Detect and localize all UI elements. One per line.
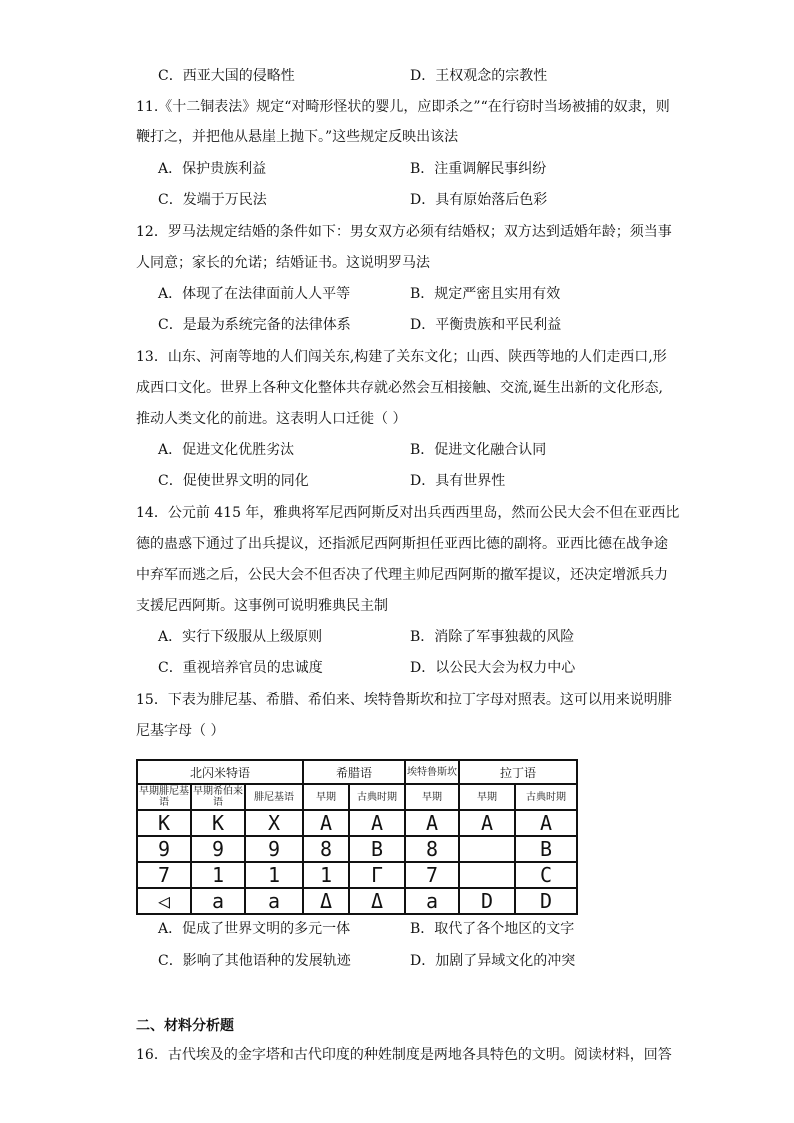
letter-cell: 9 [137,836,191,862]
letter-cell: 9 [245,836,303,862]
q15-option-a: A．促成了世界文明的多元一体 [158,921,351,937]
q14-option-c: C．重视培养官员的忠诚度 [158,660,323,676]
q13-option-a: A．促进文化优胜劣汰 [158,442,295,458]
letter-cell: B [515,836,577,862]
letter-cell: K [191,810,245,836]
q13-stem-line1: 13．山东、河南等地的人们闯关东,构建了关东文化；山西、陕西等地的人们走西口,形 [136,349,667,365]
subheader-cell: 腓尼基语 [245,784,303,810]
letter-cell: Δ [303,888,349,914]
q11-option-a: A．保护贵族利益 [158,161,267,177]
letter-cell: A [303,810,349,836]
q14-option-b: B．消除了军事独裁的风险 [410,629,575,645]
q12-option-b: B．规定严密且实用有效 [410,286,561,302]
subheader-cell: 古典时期 [515,784,577,810]
letter-cell: a [405,888,459,914]
letter-cell: A [405,810,459,836]
letter-cell: D [459,888,515,914]
group-header-latin: 拉丁语 [459,760,577,784]
letter-cell: Δ [349,888,405,914]
letter-cell: a [245,888,303,914]
subheader-cell: 早期希伯来语 [193,786,243,808]
q15-stem-line1: 15．下表为腓尼基、希腊、希伯来、埃特鲁斯坎和拉丁字母对照表。这可以用来说明腓 [136,692,672,708]
q13-option-b: B．促进文化融合认同 [410,442,547,458]
letter-cell: 7 [405,862,459,888]
q13-stem-line3: 推动人类文化的前进。这表明人口迁徙（ ） [136,411,407,427]
subheader-cell: 早期 [303,784,349,810]
q14-stem-line4: 支援尼西阿斯。这事例可说明雅典民主制 [136,598,388,614]
q11-option-b: B．注重调解民事纠纷 [410,161,547,177]
letter-cell: A [515,810,577,836]
letter-cell: C [515,862,577,888]
q11-option-d: D．具有原始落后色彩 [410,192,548,208]
q16-stem-line1: 16．古代埃及的金字塔和古代印度的种姓制度是两地各具特色的文明。阅读材料，回答 [136,1047,672,1063]
q13-option-d: D．具有世界性 [410,473,506,489]
q11-stem-line1: 11.《十二铜表法》规定“对畸形怪状的婴儿，应即杀之”“在行窃时当场被捕的奴隶，则 [136,99,670,115]
letter-cell: A [459,810,515,836]
q15-stem-line2: 尼基字母（ ） [136,723,225,739]
letter-cell: D [515,888,577,914]
letter-cell: 7 [137,862,191,888]
letter-cell: 1 [191,862,245,888]
q14-stem-line2: 德的蛊惑下通过了出兵提议，还指派尼西阿斯担任亚西比德的副将。亚西比德在战争途 [136,536,668,552]
q14-option-a: A．实行下级服从上级原则 [158,629,323,645]
subheader-cell: 早期 [459,784,515,810]
letter-cell: 1 [303,862,349,888]
letter-cell: a [191,888,245,914]
q13-option-c: C．促使世界文明的同化 [158,473,309,489]
subheader-cell: 早期腓尼基语 [139,786,189,808]
letter-cell: B [349,836,405,862]
table-row [137,862,577,888]
q11-stem-line2: 鞭打之，并把他从悬崖上抛下。”这些规定反映出该法 [136,129,459,145]
q15-option-b: B．取代了各个地区的文字 [410,921,575,937]
letter-cell: 1 [245,862,303,888]
letter-cell: X [245,810,303,836]
q14-option-d: D．以公民大会为权力中心 [410,660,576,676]
q12-option-a: A．体现了在法律面前人人平等 [158,286,351,302]
table-row [137,888,577,914]
section-title: 二、材料分析题 [136,1018,234,1034]
q13-stem-line2: 成西口文化。世界上各种文化整体共存就必然会互相接触、交流,诞生出新的文化形态, [136,380,663,396]
letter-cell: 9 [191,836,245,862]
letter-cell: ◁ [137,888,191,914]
subheader-cell: 古典时期 [349,784,405,810]
q10-option-c: C．西亚大国的侵略性 [158,68,295,84]
q12-stem-line2: 人同意；家长的允诺；结婚证书。这说明罗马法 [136,255,430,271]
table-row [137,836,577,862]
group-header-greek: 希腊语 [303,760,405,784]
table-subheader-row [137,784,577,810]
group-header-etruscan: 埃特鲁斯坎 [405,760,459,784]
subheader-cell: 早期 [405,784,459,810]
letter-cell: Γ [349,862,405,888]
q12-option-d: D．平衡贵族和平民利益 [410,317,562,333]
letter-cell: 8 [303,836,349,862]
letter-cell: A [349,810,405,836]
group-header-semitic: 北闪米特语 [137,760,303,784]
q11-option-c: C．发端于万民法 [158,192,267,208]
q12-option-c: C．是最为系统完备的法律体系 [158,317,351,333]
letter-cell [459,862,515,888]
letter-cell [459,836,515,862]
table-group-header-row [137,760,577,784]
q15-option-d: D．加剧了异域文化的冲突 [410,953,576,969]
letter-cell: 8 [405,836,459,862]
q10-option-d: D．王权观念的宗教性 [410,68,548,84]
q15-option-c: C．影响了其他语种的发展轨迹 [158,953,351,969]
q14-stem-line3: 中弃军而逃之后，公民大会不但否决了代理主帅尼西阿斯的撤军提议，还决定增派兵力 [136,567,668,583]
table-row [137,810,577,836]
q14-stem-line1: 14．公元前 415 年，雅典将军尼西阿斯反对出兵西西里岛，然而公民大会不但在亚西比 [136,505,680,521]
alphabet-comparison-table [136,759,578,915]
q12-stem-line1: 12．罗马法规定结婚的条件如下：男女双方必须有结婚权；双方达到适婚年龄；须当事 [136,224,672,240]
letter-cell: K [137,810,191,836]
